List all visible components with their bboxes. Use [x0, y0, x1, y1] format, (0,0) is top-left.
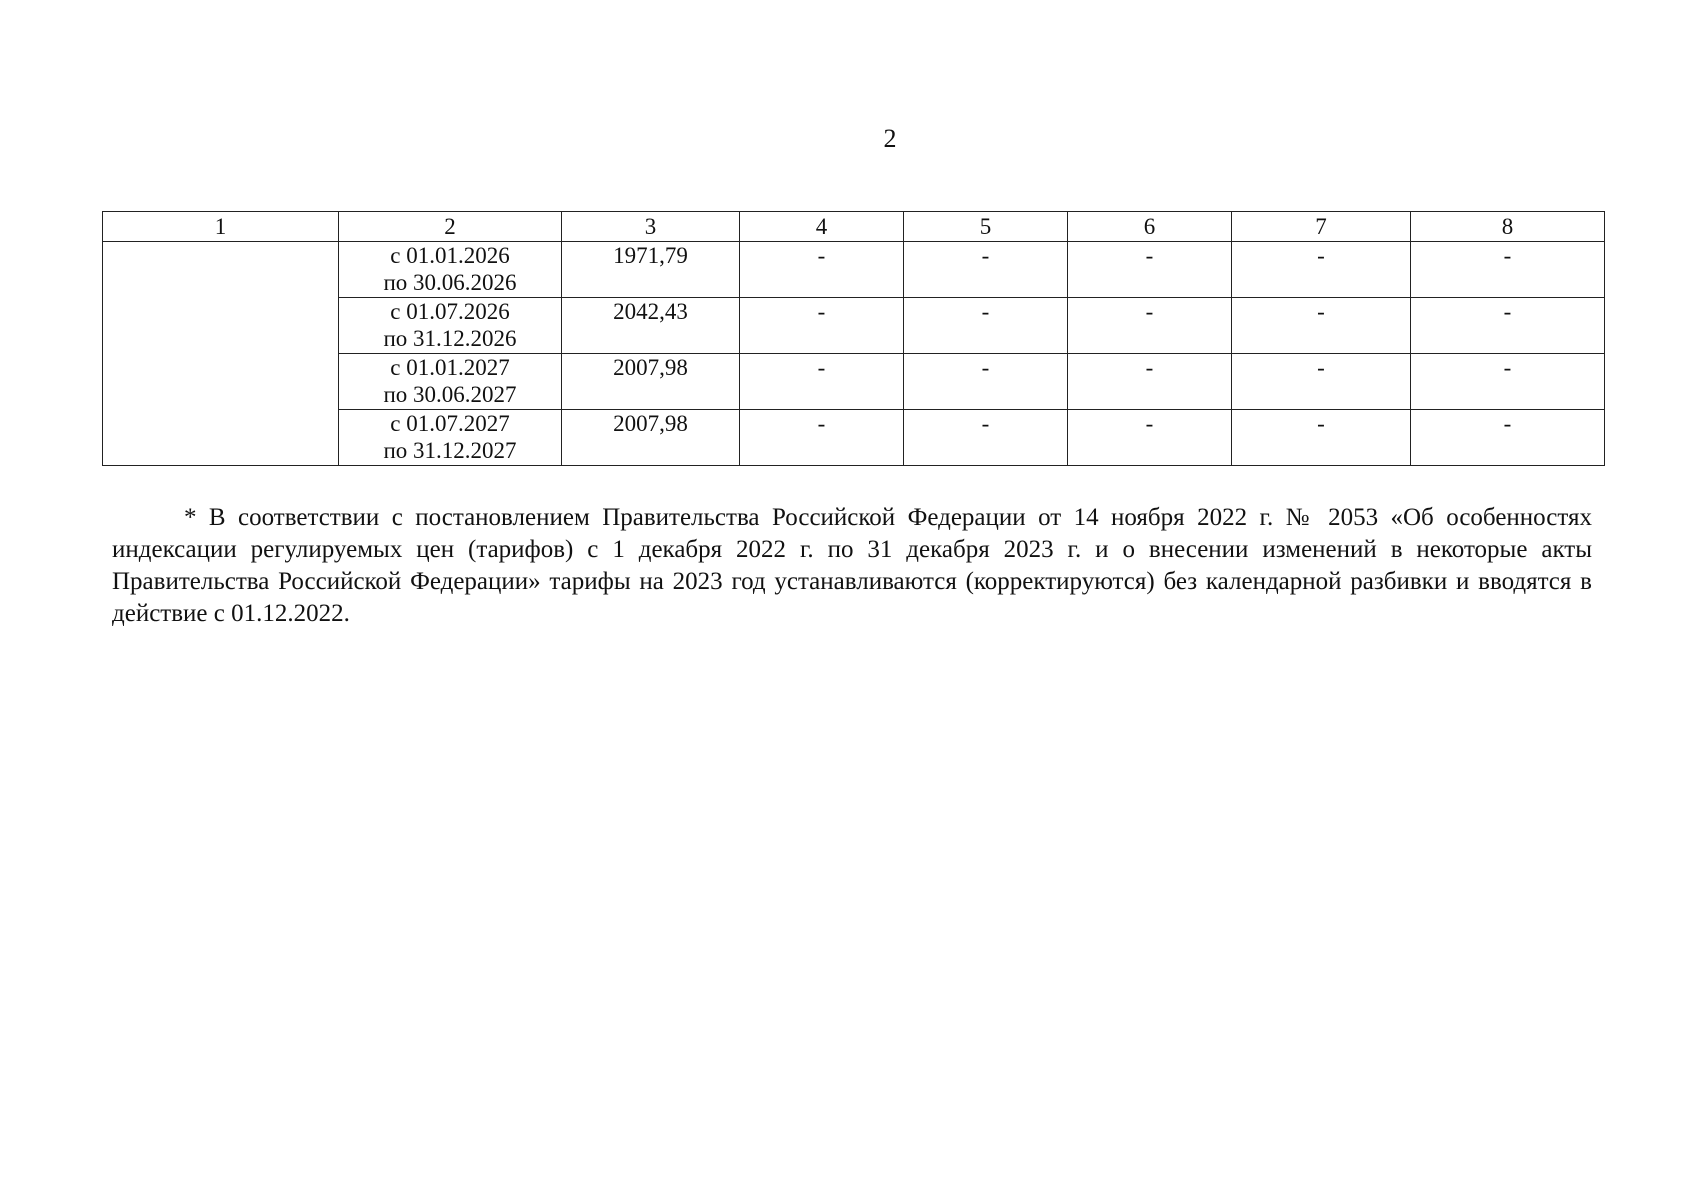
table-cell: -: [1411, 410, 1605, 466]
period-from: с 01.07.2026: [390, 299, 510, 324]
column-header: 5: [904, 212, 1068, 242]
table-cell: -: [1068, 298, 1232, 354]
table-cell: -: [1232, 410, 1411, 466]
tariff-value: 2007,98: [562, 354, 740, 410]
column-header: 7: [1232, 212, 1411, 242]
footnote: * В соответствии с постановлением Правительства Российской Федерации от 14 ноября 2022 г. № 2053 «Об особенностях индексации регулируемых цен (тарифов) с 1 декабря 2022 г. по 31 декабря 2023 г. и о внесении изменений в некоторые акты Правительства Российской Федерации» тарифы на 2023 год устанавливаются (корректируются) без календарной разбивки и вводятся в действие с 01.12.2022.: [112, 504, 1592, 627]
column-header: 2: [339, 212, 562, 242]
period-from: с 01.01.2027: [390, 355, 510, 380]
table-cell: -: [740, 298, 904, 354]
table-cell: -: [1068, 354, 1232, 410]
table-cell: -: [1411, 242, 1605, 298]
table-row: [103, 242, 1605, 298]
table-cell: -: [1068, 242, 1232, 298]
table-cell: -: [1232, 354, 1411, 410]
column-header: 8: [1411, 212, 1605, 242]
period-to: по 30.06.2027: [383, 382, 517, 407]
table-cell: -: [740, 354, 904, 410]
table-cell: -: [904, 242, 1068, 298]
period-from: с 01.07.2027: [390, 411, 510, 436]
table-header-row: [103, 212, 1605, 242]
table-cell: -: [1232, 242, 1411, 298]
column-header: 3: [562, 212, 740, 242]
table-cell: -: [904, 354, 1068, 410]
period-from: с 01.01.2026: [390, 243, 510, 268]
table-cell: -: [1232, 298, 1411, 354]
merged-empty-cell: [103, 242, 339, 466]
period-to: по 30.06.2026: [383, 270, 517, 295]
table-cell: -: [1411, 298, 1605, 354]
period-to: по 31.12.2026: [383, 326, 517, 351]
period-cell: [339, 354, 562, 410]
period-cell: [339, 298, 562, 354]
column-header: 4: [740, 212, 904, 242]
page-number: 2: [883, 124, 897, 153]
table-cell: -: [740, 410, 904, 466]
column-header: 6: [1068, 212, 1232, 242]
tariff-table: [102, 211, 1605, 466]
table-cell: -: [740, 242, 904, 298]
period-to: по 31.12.2027: [383, 438, 517, 463]
tariff-value: 2007,98: [562, 410, 740, 466]
table-cell: -: [904, 298, 1068, 354]
table-cell: -: [1411, 354, 1605, 410]
table-cell: -: [904, 410, 1068, 466]
column-header: 1: [103, 212, 339, 242]
table-cell: -: [1068, 410, 1232, 466]
tariff-value: 2042,43: [562, 298, 740, 354]
tariff-value: 1971,79: [562, 242, 740, 298]
period-cell: [339, 242, 562, 298]
period-cell: [339, 410, 562, 466]
